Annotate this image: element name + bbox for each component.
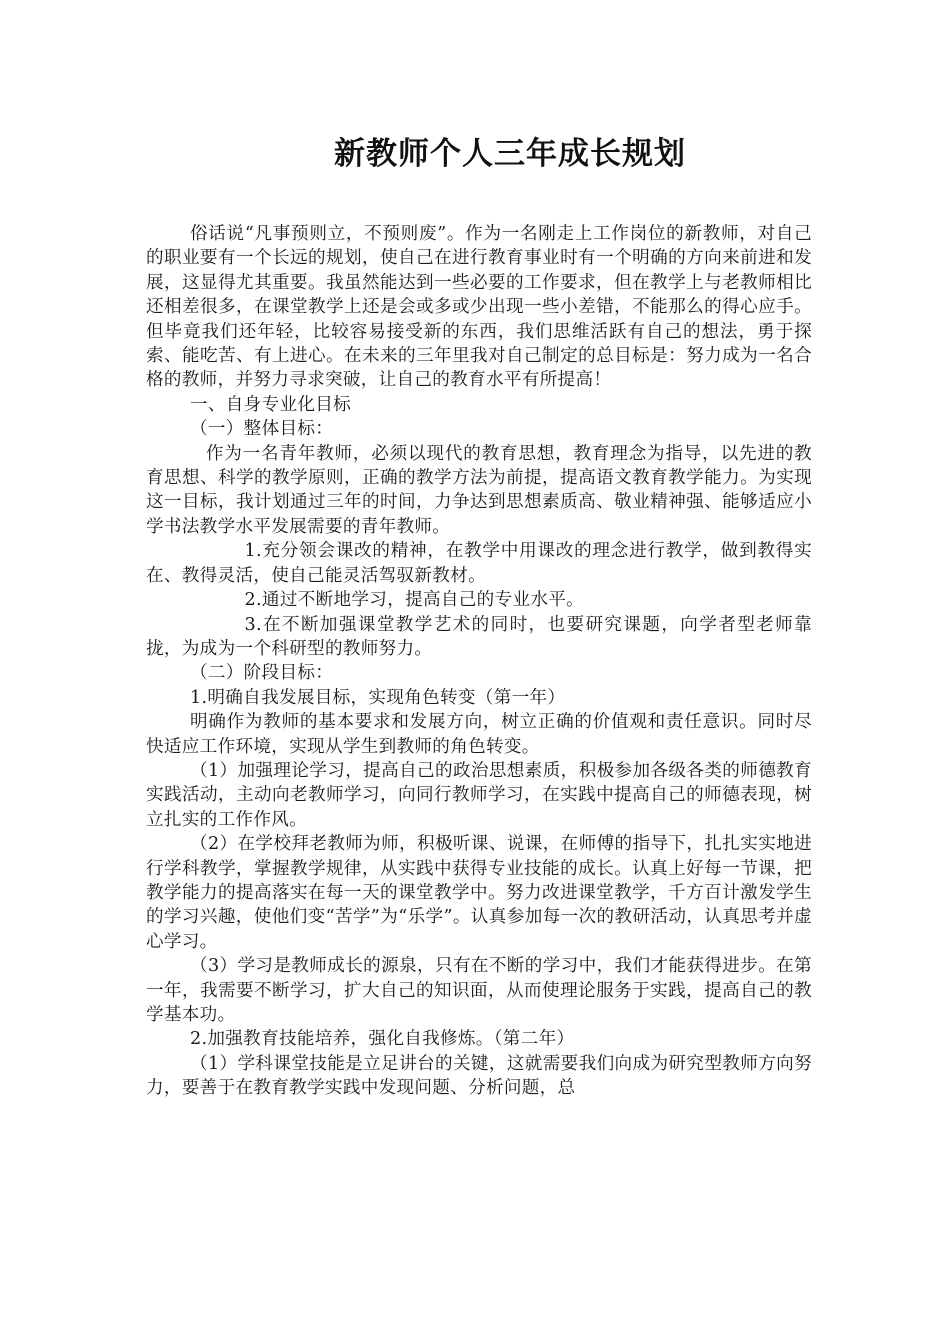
stage-year-1-item-3: （3）学习是教师成长的源泉，只有在不断的学习中，我们才能获得进步。在第一年，我需要不断学习，扩大自己的知识面，从而使理论服务于实践，提高自己的教学基本功。 bbox=[146, 956, 812, 1025]
overall-goal-item-2: 2.通过不断地学习，提高自己的专业水平。 bbox=[244, 590, 585, 611]
stage-heading-year-2: 2.加强教育技能培养，强化自我修炼。（第二年） bbox=[190, 1029, 575, 1050]
stage-year-1-item-2: （2）在学校拜老教师为师，积极听课、说课，在师傅的指导下，扎扎实实地进行学科教学，掌握教学规律，从实践中获得专业技能的成长。认真上好每一节课，把教学能力的提高落实在每一天的课堂教学中。努力改进课堂教学，千方百计激发学生的学习兴趣，使他们变“苦学”为“乐学”。认真参加每一次的教研活动，认真思考并虚心学习。 bbox=[146, 834, 812, 952]
stage-year-1-item-1: （1）加强理论学习，提高自己的政治思想素质，积极参加各级各类的师德教育实践活动，主动向老教师学习，向同行教师学习，在实践中提高自己的师德表现，树立扎实的工作作风。 bbox=[146, 760, 812, 830]
subsection-heading-overall: （一）整体目标： bbox=[190, 419, 334, 440]
overall-goal-paragraph: 作为一名青年教师，必须以现代的教育思想，教育理念为指导，以先进的教育思想、科学的教学原则，正确的教学方法为前提，提高语文教育教学能力。为实现这一目标，我计划通过三年的时间，力争达到思想素质高、敬业精神强、能够适应小学书法教学水平发展需要的青年教师。 bbox=[146, 443, 812, 537]
intro-paragraph: 俗话说“凡事预则立，不预则废”。作为一名刚走上工作岗位的新教师，对自己的职业要有一个长远的规划，使自己在进行教育事业时有一个明确的方向来前进和发展，这显得尤其重要。我虽然能达到一些必要的工作要求，但在教学上与老教师相比还相差很多，在课堂教学上还是会或多或少出现一些小差错，不能那么的得心应手。但毕竟我们还年轻，比较容易接受新的东西，我们思维活跃有自己的想法，勇于探索、能吃苦、有上进心。在未来的三年里我对自己制定的总目标是：努力成为一名合格的教师，并努力寻求突破，让自己的教育水平有所提高！ bbox=[146, 224, 812, 391]
document-body bbox=[146, 222, 812, 1101]
section-heading-1: 一、自身专业化目标 bbox=[190, 394, 352, 415]
overall-goal-item-1: 1.充分领会课改的精神，在教学中用课改的理念进行教学，做到教得实在、教得灵活，使自己能灵活驾驭新教材。 bbox=[146, 541, 812, 586]
overall-goal-item-3: 3.在不断加强课堂教学艺术的同时，也要研究课题，向学者型老师靠拢，为成为一个科研型的教师努力。 bbox=[146, 614, 812, 659]
stage-year-1-paragraph: 明确作为教师的基本要求和发展方向，树立正确的价值观和责任意识。同时尽快适应工作环境，实现从学生到教师的角色转变。 bbox=[146, 712, 812, 757]
subsection-heading-stage: （二）阶段目标： bbox=[190, 663, 334, 684]
stage-year-2-item-1: （1）学科课堂技能是立足讲台的关键，这就需要我们向成为研究型教师方向努力，要善于在教育教学实践中发现问题、分析问题，总 bbox=[146, 1053, 812, 1099]
document-title: 新教师个人三年成长规划 bbox=[334, 136, 686, 172]
stage-heading-year-1: 1.明确自我发展目标，实现角色转变（第一年） bbox=[190, 687, 566, 708]
